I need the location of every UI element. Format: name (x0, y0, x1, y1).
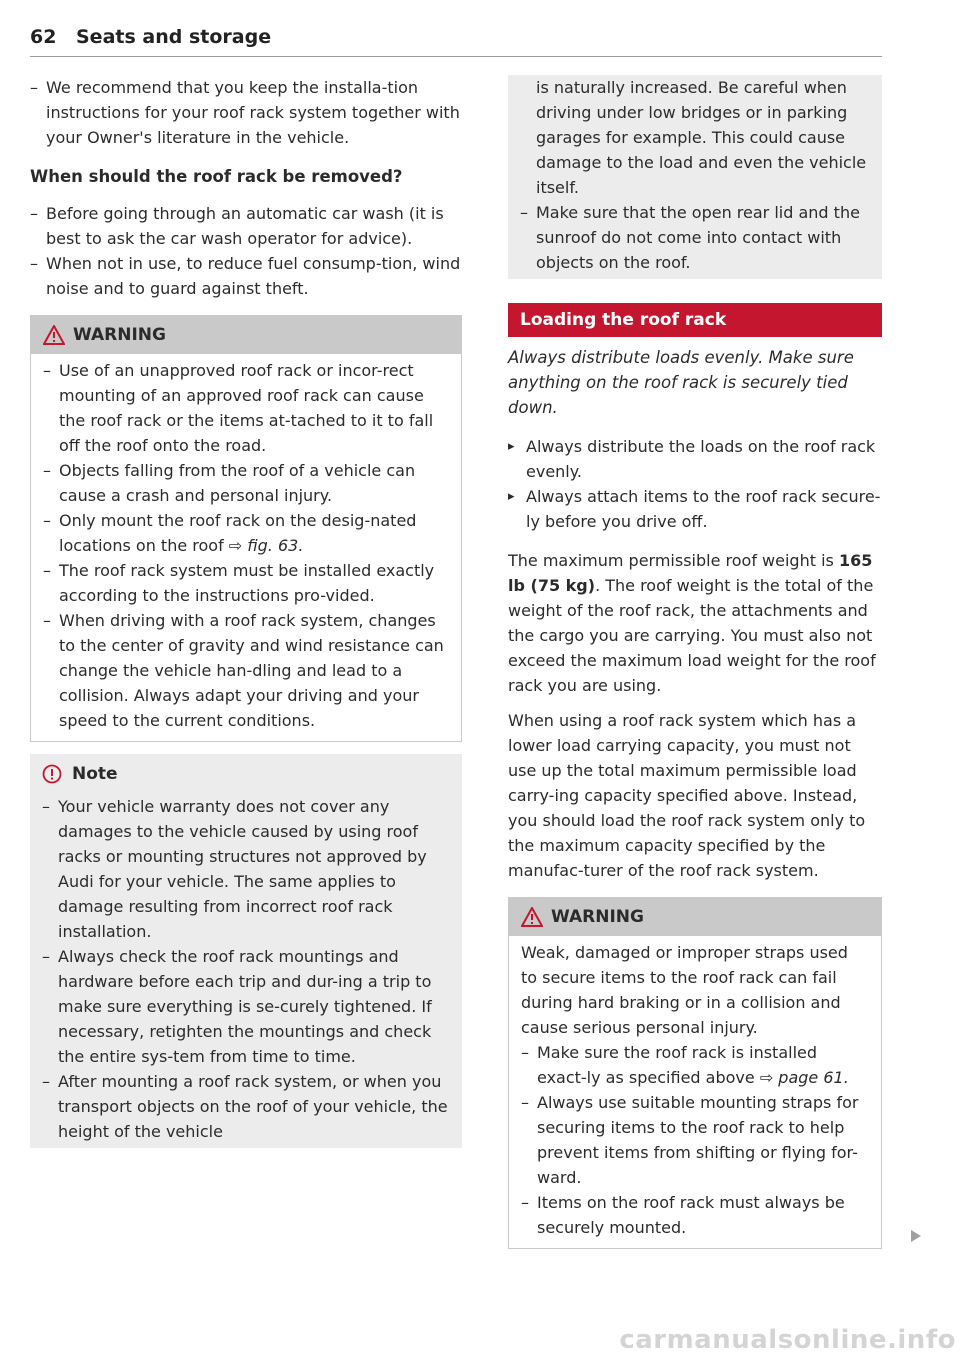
list-item: – When driving with a roof rack system, changes to the center of gravity and wind resistance can change the vehicle han-dling and lead to a collision. Always adapt your driving and your speed to the current conditions. (43, 608, 449, 733)
note-header (42, 754, 450, 794)
paragraph-text: The maximum permissible roof weight is (508, 551, 834, 570)
list-item: – Your vehicle warranty does not cover any damages to the vehicle caused by using roof racks or mounting structures not approved by Audi for your vehicle. The same applies to damage resulting from incorrect roof rack installation. (42, 794, 450, 944)
left-column (30, 75, 462, 1148)
warning-intro: Weak, damaged or improper straps used to secure items to the roof rack can fail during hard braking or in a collision and cause serious personal injury. (521, 943, 848, 1037)
max-weight-paragraph (508, 548, 882, 698)
loading-section-title: Loading the roof rack (508, 303, 882, 337)
note-box (30, 754, 462, 1148)
warning-title: WARNING (73, 325, 166, 345)
warning-box (30, 315, 462, 742)
step-item: ▸ Always distribute the loads on the roof rack evenly. (508, 434, 882, 484)
note-title: Note (72, 764, 118, 784)
note-info-icon (42, 764, 62, 784)
section-title: Seats and storage (76, 26, 272, 48)
list-item-text: Make sure the roof rack is installed exact-ly as specified above (537, 1043, 818, 1087)
page-reference-link[interactable]: ⇨ page 61. (759, 1068, 849, 1087)
list-item: – Use of an unapproved roof rack or incor-rect mounting of an approved roof rack can cause the roof rack or the items at-tached to it to fall off the roof onto the road. (43, 358, 449, 458)
list-item (521, 1040, 869, 1090)
warning-triangle-icon (521, 907, 543, 927)
warning-title: WARNING (551, 907, 644, 927)
list-item: – Always check the roof rack mountings and hardware before each trip and dur-ing a trip to make sure everything is se-curely tightened. If necessary, retighten the mountings and check the entire sys-tem from time to time. (42, 944, 450, 1069)
page-header (30, 24, 882, 57)
warning-box (508, 897, 882, 1249)
removal-heading: When should the roof rack be removed? (30, 167, 403, 186)
list-item: – Before going through an automatic car wash (it is best to ask the car wash operator for advice). (30, 201, 462, 251)
weight-value: 165 lb (75 kg) (508, 551, 873, 595)
note-continued-box (508, 75, 882, 279)
page-number: 62 (30, 26, 57, 48)
footer (0, 1321, 960, 1361)
capacity-paragraph: When using a roof rack system which has a lower load carrying capacity, you must not use up the total maximum permissible load carry-ing capacity specified above. Instead, you should load the roof rack system only to the maximum capacity specified by the manufac-turer of the roof rack system. (508, 711, 866, 880)
section-intro: Always distribute loads evenly. Make sure anything on the roof rack is securely tied down. (508, 348, 854, 417)
right-column (508, 75, 882, 1249)
note-continued-text: is naturally increased. Be careful when driving under low bridges or in parking garages for example. This could cause damage to the load and even the vehicle itself. (536, 78, 867, 197)
watermark: carmanualsonline.info (619, 1325, 956, 1355)
figure-reference-link[interactable]: ⇨ fig. 63. (228, 536, 304, 555)
list-item: – The roof rack system must be installed exactly according to the instructions pro-vided. (43, 558, 449, 608)
step-item: ▸ Always attach items to the roof rack secure-ly before you drive off. (508, 484, 882, 534)
list-item (43, 508, 449, 558)
warning-header (509, 898, 881, 936)
list-item: – After mounting a roof rack system, or when you transport objects on the roof of your vehicle, the height of the vehicle (42, 1069, 450, 1144)
list-item: – Always use suitable mounting straps for securing items to the roof rack to help prevent items from shifting or flying for-ward. (521, 1090, 869, 1190)
list-item: – When not in use, to reduce fuel consump-tion, wind noise and to guard against theft. (30, 251, 462, 301)
list-item: – Objects falling from the roof of a vehicle can cause a crash and personal injury. (43, 458, 449, 508)
continue-arrow-icon (911, 1230, 921, 1242)
warning-triangle-icon (43, 325, 65, 345)
list-item: – Make sure that the open rear lid and the sunroof do not come into contact with objects on the roof. (520, 200, 870, 275)
list-item-text: Only mount the roof rack on the desig-nated locations on the roof (59, 511, 417, 555)
paragraph-text: . The roof weight is the total of the weight of the roof rack, the attachments and the cargo you are carrying. You must also not exceed the maximum load weight for the roof rack you are using. (508, 576, 876, 695)
list-item: – Items on the roof rack must always be securely mounted. (521, 1190, 869, 1240)
list-item: – We recommend that you keep the installa-tion instructions for your roof rack system together with your Owner's literature in the vehicle. (30, 75, 462, 150)
warning-header (31, 316, 461, 354)
